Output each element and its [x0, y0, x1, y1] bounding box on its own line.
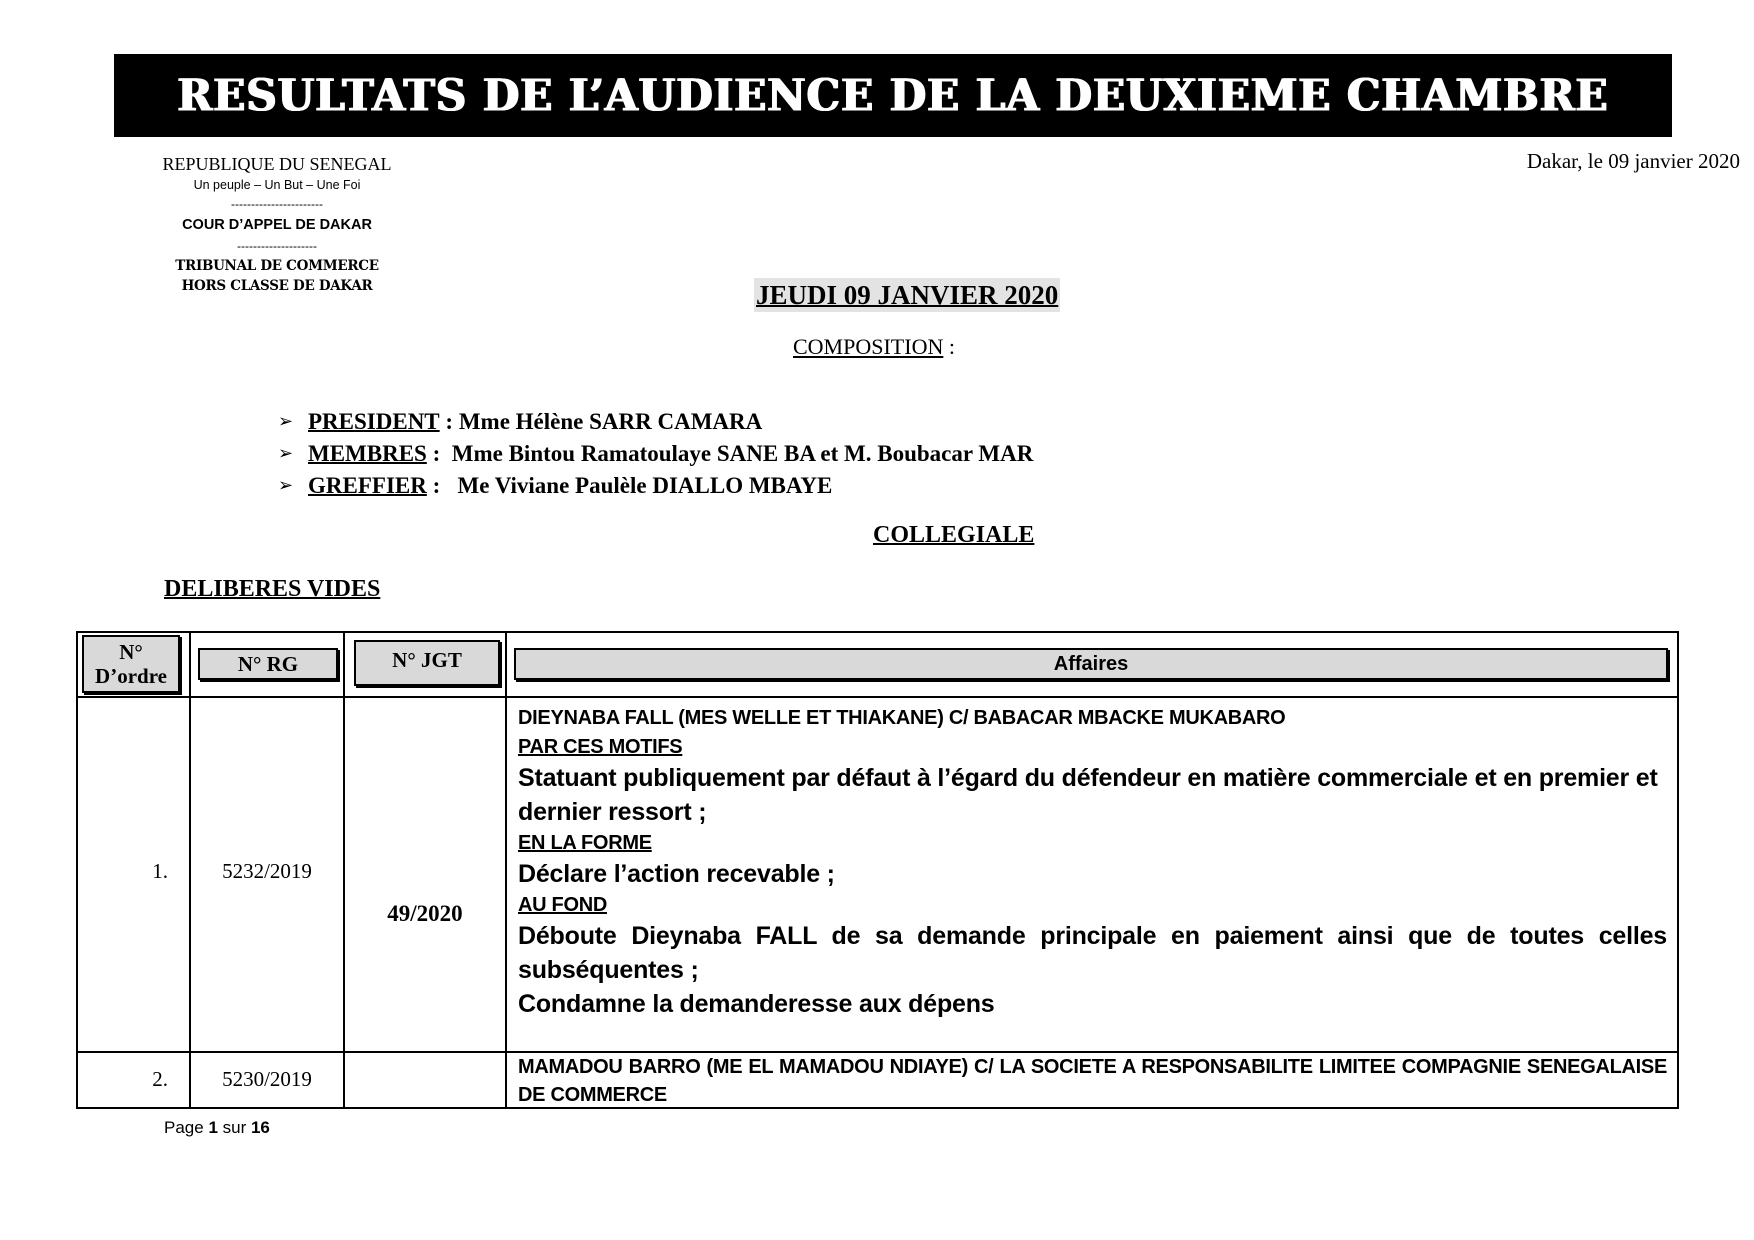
- ruling-text: Statuant publiquement par défaut à l’égard du défendeur en matière commerciale et en premier et dernier ressort ;: [518, 764, 1658, 826]
- case-parties: DIEYNABA FALL (MES WELLE ET THIAKANE) C/ BABACAR MBACKE MUKABARO: [518, 707, 1286, 729]
- member-president: [278, 407, 762, 437]
- separator-line: --------------------: [237, 239, 317, 253]
- arrow-bullet-icon: ➢: [278, 411, 294, 432]
- republic-name: REPUBLIQUE DU SENEGAL: [162, 154, 392, 174]
- tribunal-name-line1: TRIBUNAL DE COMMERCE: [175, 258, 379, 274]
- cell-order: 1.: [152, 859, 168, 883]
- ruling-closing: Condamne la demanderesse aux dépens: [518, 990, 995, 1018]
- ruling-heading: EN LA FORME: [518, 832, 652, 854]
- header-order: N° D’ordre: [82, 635, 180, 693]
- page-middle: sur: [217, 1118, 251, 1137]
- page-current: 1: [208, 1118, 218, 1137]
- member-separator: :: [439, 409, 459, 434]
- institution-header: [137, 152, 417, 296]
- formation-heading: COLLEGIALE: [873, 522, 1035, 548]
- member-role: MEMBRES: [308, 441, 427, 466]
- cell-order: 2.: [152, 1067, 168, 1091]
- composition-heading: [793, 333, 955, 361]
- ruling-text: Déboute Dieynaba FALL de sa demande principale en paiement ainsi que de toutes celles subséquentes ;: [518, 922, 1667, 984]
- column-divider: [343, 633, 345, 1107]
- member-role: PRESIDENT: [308, 409, 440, 434]
- member-separator: :: [426, 473, 458, 498]
- member-membres: [278, 439, 1033, 469]
- member-names: Me Viviane Paulèle DIALLO MBAYE: [457, 473, 833, 498]
- cell-jgt: 49/2020: [387, 901, 463, 926]
- ruling-heading: AU FOND: [518, 894, 608, 916]
- header-rg: N° RG: [198, 648, 338, 680]
- ruling-text: Déclare l’action recevable ;: [518, 860, 835, 888]
- hearing-date-title: JEUDI 09 JANVIER 2020: [756, 280, 1059, 310]
- member-names: Mme Hélène SARR CAMARA: [458, 409, 763, 434]
- separator-line: -----------------------: [231, 197, 323, 211]
- page-prefix: Page: [164, 1118, 209, 1137]
- arrow-bullet-icon: ➢: [278, 475, 294, 496]
- arrow-bullet-icon: ➢: [278, 443, 294, 464]
- court-name: COUR D’APPEL DE DAKAR: [182, 217, 372, 233]
- national-motto: Un peuple – Un But – Une Foi: [193, 178, 361, 192]
- cell-rg: 5230/2019: [222, 1067, 312, 1091]
- cell-affaires: [518, 703, 1667, 1021]
- composition-label: COMPOSITION: [793, 334, 944, 359]
- header-affaires: Affaires: [514, 648, 1668, 680]
- member-greffier: [278, 471, 832, 501]
- ruling-heading: PAR CES MOTIFS: [518, 736, 683, 758]
- page-number: [164, 1118, 270, 1138]
- composition-colon: :: [943, 334, 955, 359]
- results-table: [76, 631, 1679, 1109]
- member-separator: :: [426, 441, 452, 466]
- cell-rg: 5232/2019: [222, 859, 312, 883]
- section-heading: DELIBERES VIDES: [164, 576, 381, 602]
- document-title-banner: [114, 54, 1672, 137]
- case-parties: MAMADOU BARRO (ME EL MAMADOU NDIAYE) C/ LA SOCIETE A RESPONSABILITE LIMITEE COMPAGNIE SENEGALAISE DE COMMERCE: [518, 1056, 1667, 1106]
- cell-affaires: [518, 1053, 1667, 1109]
- member-role: GREFFIER: [308, 473, 427, 498]
- column-divider: [505, 633, 507, 1107]
- row-divider: [78, 696, 1677, 698]
- document-date: Dakar, le 09 janvier 2020: [1526, 149, 1740, 173]
- document-title: RESULTATS DE L’AUDIENCE DE LA DEUXIEME CHAMBRE: [177, 69, 1609, 122]
- tribunal-name-line2: HORS CLASSE DE DAKAR: [181, 278, 373, 294]
- header-jgt: N° JGT: [354, 640, 500, 686]
- page-total: 16: [250, 1118, 270, 1137]
- member-names: Mme Bintou Ramatoulaye SANE BA et M. Boubacar MAR: [451, 441, 1034, 466]
